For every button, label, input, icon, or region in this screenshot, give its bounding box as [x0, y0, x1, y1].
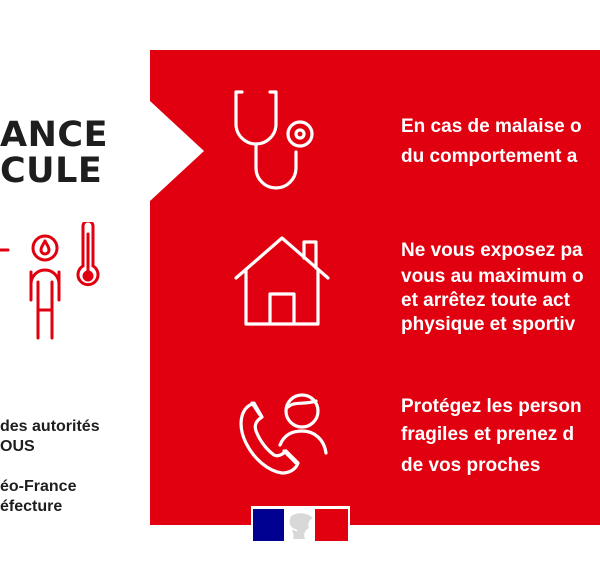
- stethoscope-icon: [228, 86, 332, 194]
- person-heat-icon: [0, 222, 120, 342]
- house-icon: [232, 234, 332, 328]
- advice-2-line-1: Ne vous exposez pa: [401, 240, 583, 261]
- left-text-authorities: des autorités: [0, 418, 100, 435]
- advice-1-line-2: du comportement a: [401, 146, 578, 167]
- advice-2-line-2: vous au maximum o: [401, 266, 584, 287]
- title-line-2: CULE: [0, 151, 103, 191]
- advice-2-line-3: et arrêtez toute act: [401, 290, 570, 311]
- title-line-1: ANCE: [0, 115, 108, 155]
- left-text-ous: OUS: [0, 438, 35, 455]
- advice-3-line-2: fragiles et prenez d: [401, 424, 575, 445]
- marianne-logo-icon: [251, 506, 350, 544]
- panel-notch: [150, 101, 204, 201]
- advice-3-line-1: Protégez les person: [401, 396, 582, 417]
- left-text-prefecture: éfecture: [0, 498, 63, 515]
- phone-person-icon: [234, 381, 334, 481]
- advice-2-line-4: physique et sportiv: [401, 314, 576, 335]
- advice-1-line-1: En cas de malaise o: [401, 116, 582, 137]
- left-text-meteo: éo-France: [0, 478, 77, 495]
- left-panel: [0, 0, 150, 576]
- thermometer-icon: [78, 222, 98, 285]
- advice-3-line-3: de vos proches: [401, 455, 541, 476]
